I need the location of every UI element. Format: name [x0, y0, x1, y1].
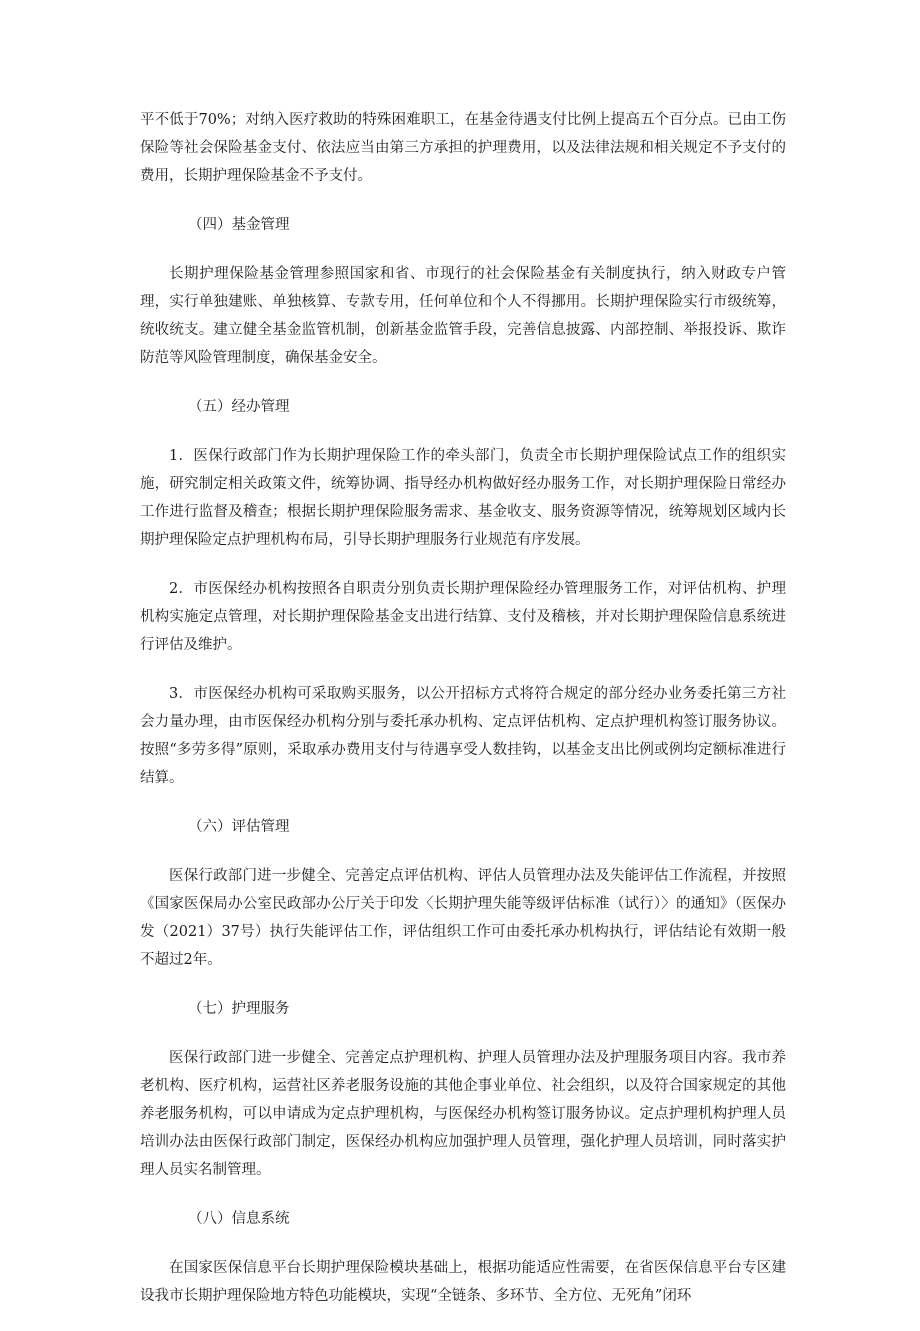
section-heading-assessment: （六）评估管理 — [188, 819, 290, 835]
section-heading-operations: （五）经办管理 — [188, 399, 290, 415]
paragraph-nursing-service: 医保行政部门进一步健全、完善定点护理机构、护理人员管理办法及护理服务项目内容。我市养老机构、医疗机构，运营社区养老服务设施的其他企事业单位、社会组织，以及符合国家规定的其他养老服务机构，可以申请成为定点护理机构，与医保经办机构签订服务协议。定点护理机构护理人员培训办法由医保行政部门制定，医保经办机构应加强护理人员管理，强化护理人员培训，同时落实护理人员实名制管理。 — [140, 1050, 786, 1178]
paragraph-assessment: 医保行政部门进一步健全、完善定点评估机构、评估人员管理办法及失能评估工作流程，并按照《国家医保局办公室民政部办公厅关于印发〈长期护理失能等级评估标准（试行）〉的通知》（医保办发（2021）37号）执行失能评估工作，评估组织工作可由委托承办机构执行，评估结论有效期一般不超过2年。 — [140, 868, 786, 968]
paragraph-operations-item-1: 1．医保行政部门作为长期护理保险工作的牵头部门，负责全市长期护理保险试点工作的组织实施，研究制定相关政策文件，统筹协调、指导经办机构做好经办服务工作，对长期护理保险日常经办工作进行监督及稽查；根据长期护理保险服务需求、基金收支、服务资源等情况，统筹规划区域内长期护理保险定点护理机构布局，引导长期护理服务行业规范有序发展。 — [140, 448, 786, 548]
paragraph-payment-continued: 平不低于70%；对纳入医疗救助的特殊困难职工，在基金待遇支付比例上提高五个百分点。已由工伤保险等社会保险基金支付、依法应当由第三方承担的护理费用，以及法律法规和相关规定不予支付的费用，长期护理保险基金不予支付。 — [140, 112, 786, 184]
paragraph-operations-item-3: 3．市医保经办机构可采取购买服务，以公开招标方式将符合规定的部分经办业务委托第三方社会力量办理，由市医保经办机构分别与委托承办机构、定点评估机构、定点护理机构签订服务协议。按照“多劳多得”原则，采取承办费用支付与待遇享受人数挂钩，以基金支出比例或例均定额标准进行结算。 — [140, 686, 786, 786]
section-heading-fund-management: （四）基金管理 — [188, 217, 290, 233]
document-body — [140, 106, 786, 1331]
section-heading-nursing-service: （七）护理服务 — [188, 1001, 290, 1017]
paragraph-information-system: 在国家医保信息平台长期护理保险模块基础上，根据功能适应性需要，在省医保信息平台专区建设我市长期护理保险地方特色功能模块，实现“全链条、多环节、全方位、无死角”闭环 — [140, 1260, 786, 1304]
section-heading-information-system: （八）信息系统 — [188, 1211, 290, 1227]
paragraph-fund-management: 长期护理保险基金管理参照国家和省、市现行的社会保险基金有关制度执行，纳入财政专户管理，实行单独建账、单独核算、专款专用，任何单位和个人不得挪用。长期护理保险实行市级统筹，统收统支。建立健全基金监管机制，创新基金监管手段，完善信息披露、内部控制、举报投诉、欺诈防范等风险管理制度，确保基金安全。 — [140, 266, 786, 366]
paragraph-operations-item-2: 2．市医保经办机构按照各自职责分别负责长期护理保险经办管理服务工作，对评估机构、护理机构实施定点管理，对长期护理保险基金支出进行结算、支付及稽核，并对长期护理保险信息系统进行评估及维护。 — [140, 581, 786, 653]
